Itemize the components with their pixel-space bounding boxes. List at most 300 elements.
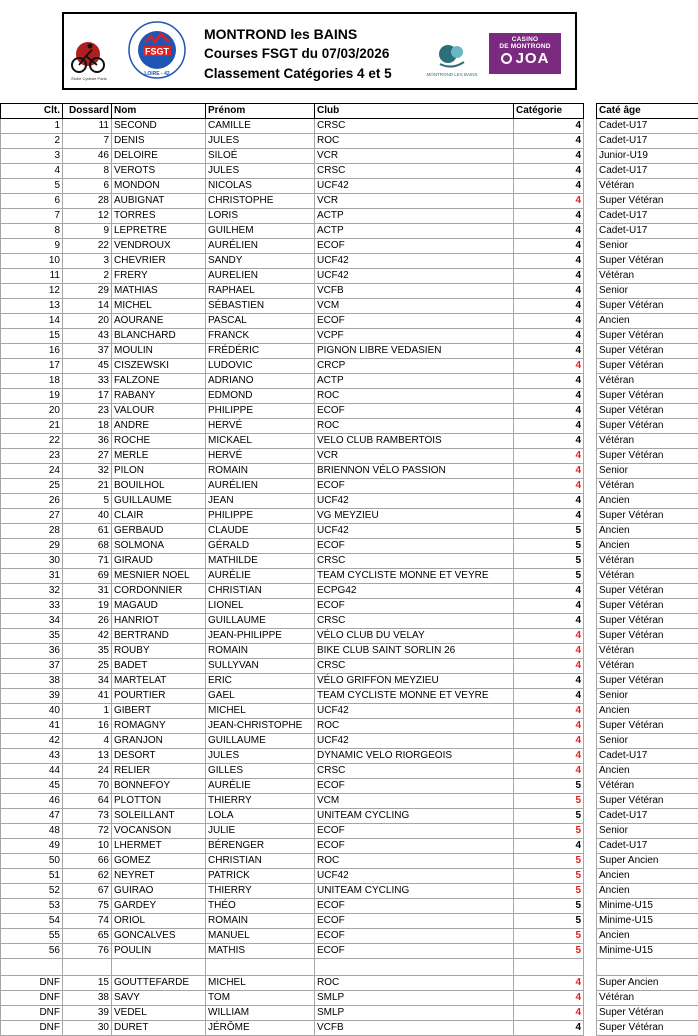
cell-category: 4 bbox=[514, 254, 584, 269]
cell-bib: 70 bbox=[63, 779, 112, 794]
cell-category: 4 bbox=[514, 449, 584, 464]
cell-bib: 4 bbox=[63, 734, 112, 749]
table-row bbox=[1, 914, 698, 929]
cell-category: 4 bbox=[514, 494, 584, 509]
cell-spacer bbox=[584, 899, 597, 914]
cell-rank: 2 bbox=[1, 134, 63, 149]
cell-last-name: NEYRET bbox=[112, 869, 206, 884]
cell-category: 4 bbox=[514, 134, 584, 149]
cell-rank: 54 bbox=[1, 914, 63, 929]
table-row bbox=[1, 659, 698, 674]
cell-bib: 67 bbox=[63, 884, 112, 899]
cell-last-name: HANRIOT bbox=[112, 614, 206, 629]
cell-age-category: Super Ancien bbox=[597, 976, 698, 991]
cell-first-name: PHILIPPE bbox=[206, 404, 315, 419]
cell-rank: 20 bbox=[1, 404, 63, 419]
cell-category: 5 bbox=[514, 554, 584, 569]
cell-bib: 17 bbox=[63, 389, 112, 404]
cell-last-name: FALZONE bbox=[112, 374, 206, 389]
cell-club: ROC bbox=[315, 976, 514, 991]
cell-bib: 14 bbox=[63, 299, 112, 314]
cell-club: UNITEAM CYCLING bbox=[315, 809, 514, 824]
cell-club: CRSC bbox=[315, 554, 514, 569]
table-row bbox=[1, 254, 698, 269]
cell-first-name: JULES bbox=[206, 134, 315, 149]
cell-bib: 62 bbox=[63, 869, 112, 884]
cell-first-name: WILLIAM bbox=[206, 1006, 315, 1021]
cell-first-name: MICHEL bbox=[206, 704, 315, 719]
table-row bbox=[1, 824, 698, 839]
cell-first-name: JEAN-PHILIPPE bbox=[206, 629, 315, 644]
table-row bbox=[1, 809, 698, 824]
cell-club: CRSC bbox=[315, 119, 514, 134]
cell-club: DYNAMIC VELO RIORGEOIS bbox=[315, 749, 514, 764]
cell-club: VCPF bbox=[315, 329, 514, 344]
cell-category: 4 bbox=[514, 674, 584, 689]
cell-last-name: DENIS bbox=[112, 134, 206, 149]
cell-category: 5 bbox=[514, 854, 584, 869]
cell-last-name: MESNIER NOEL bbox=[112, 569, 206, 584]
cell-spacer bbox=[584, 449, 597, 464]
cell-category: 4 bbox=[514, 584, 584, 599]
cell-bib: 13 bbox=[63, 749, 112, 764]
cell-category: 5 bbox=[514, 884, 584, 899]
cell-category: 4 bbox=[514, 991, 584, 1006]
cell-category: 4 bbox=[514, 1006, 584, 1021]
table-row bbox=[1, 194, 698, 209]
cell-category: 5 bbox=[514, 539, 584, 554]
cell-club: UNITEAM CYCLING bbox=[315, 884, 514, 899]
cell-club: ROC bbox=[315, 854, 514, 869]
spacer-cell bbox=[597, 959, 698, 976]
cell-spacer bbox=[584, 239, 597, 254]
cell-age-category: Cadet-U17 bbox=[597, 209, 698, 224]
cell-club: VELO CLUB RAMBERTOIS bbox=[315, 434, 514, 449]
cell-spacer bbox=[584, 944, 597, 959]
cell-rank: 36 bbox=[1, 644, 63, 659]
cell-bib: 10 bbox=[63, 839, 112, 854]
cell-spacer bbox=[584, 794, 597, 809]
cell-bib: 7 bbox=[63, 134, 112, 149]
cell-club: ECOF bbox=[315, 599, 514, 614]
cell-first-name: PATRICK bbox=[206, 869, 315, 884]
cell-age-category: Vétéran bbox=[597, 779, 698, 794]
cycling-club-logo bbox=[68, 38, 108, 76]
cell-bib: 19 bbox=[63, 599, 112, 614]
spacer-cell bbox=[1, 959, 63, 976]
cell-age-category: Cadet-U17 bbox=[597, 134, 698, 149]
cell-age-category: Senior bbox=[597, 464, 698, 479]
table-row bbox=[1, 899, 698, 914]
cell-age-category: Super Vétéran bbox=[597, 629, 698, 644]
cell-category: 5 bbox=[514, 524, 584, 539]
cell-first-name: ROMAIN bbox=[206, 644, 315, 659]
event-title: Courses FSGT du 07/03/2026 bbox=[204, 44, 424, 64]
results-body bbox=[1, 119, 698, 1036]
cell-first-name: THÉO bbox=[206, 899, 315, 914]
cell-spacer bbox=[584, 584, 597, 599]
cell-bib: 2 bbox=[63, 269, 112, 284]
cell-first-name: HERVÉ bbox=[206, 419, 315, 434]
cell-last-name: MICHEL bbox=[112, 299, 206, 314]
cell-club: VG MEYZIEU bbox=[315, 509, 514, 524]
cell-bib: 76 bbox=[63, 944, 112, 959]
cell-category: 4 bbox=[514, 164, 584, 179]
table-row bbox=[1, 614, 698, 629]
table-row bbox=[1, 869, 698, 884]
cell-last-name: GIRAUD bbox=[112, 554, 206, 569]
cell-rank: 53 bbox=[1, 899, 63, 914]
cell-category: 5 bbox=[514, 569, 584, 584]
cell-club: VCM bbox=[315, 794, 514, 809]
table-row bbox=[1, 734, 698, 749]
cell-age-category: Super Vétéran bbox=[597, 584, 698, 599]
cell-last-name: AOURANE bbox=[112, 314, 206, 329]
cell-age-category: Minime-U15 bbox=[597, 899, 698, 914]
cell-age-category: Super Vétéran bbox=[597, 599, 698, 614]
table-row bbox=[1, 374, 698, 389]
cell-bib: 65 bbox=[63, 929, 112, 944]
cell-category: 5 bbox=[514, 944, 584, 959]
cell-last-name: RABANY bbox=[112, 389, 206, 404]
cell-last-name: ROCHE bbox=[112, 434, 206, 449]
cell-last-name: BERTRAND bbox=[112, 629, 206, 644]
cell-rank: 49 bbox=[1, 839, 63, 854]
cell-club: VCM bbox=[315, 299, 514, 314]
cell-category: 4 bbox=[514, 284, 584, 299]
cell-first-name: CAMILLE bbox=[206, 119, 315, 134]
cell-club: CRSC bbox=[315, 614, 514, 629]
table-row bbox=[1, 674, 698, 689]
cell-rank: 3 bbox=[1, 149, 63, 164]
cell-bib: 45 bbox=[63, 359, 112, 374]
cell-club: CRSC bbox=[315, 764, 514, 779]
cell-rank: 39 bbox=[1, 689, 63, 704]
cell-age-category: Ancien bbox=[597, 494, 698, 509]
cell-rank: 9 bbox=[1, 239, 63, 254]
cell-age-category: Minime-U15 bbox=[597, 944, 698, 959]
cell-club: VCR bbox=[315, 194, 514, 209]
header-last-name: Nom bbox=[112, 104, 206, 119]
cell-bib: 23 bbox=[63, 404, 112, 419]
cell-club: ECOF bbox=[315, 944, 514, 959]
cell-bib: 61 bbox=[63, 524, 112, 539]
cell-spacer bbox=[584, 749, 597, 764]
cell-bib: 40 bbox=[63, 509, 112, 524]
cell-age-category: Cadet-U17 bbox=[597, 839, 698, 854]
cell-spacer bbox=[584, 404, 597, 419]
cell-club: UCF42 bbox=[315, 869, 514, 884]
dnf-row bbox=[1, 1006, 698, 1021]
cell-rank: 17 bbox=[1, 359, 63, 374]
table-row bbox=[1, 599, 698, 614]
cell-spacer bbox=[584, 764, 597, 779]
cell-rank: 55 bbox=[1, 929, 63, 944]
cell-last-name: GOUTTEFARDE bbox=[112, 976, 206, 991]
table-row bbox=[1, 719, 698, 734]
cell-last-name: FRERY bbox=[112, 269, 206, 284]
cell-bib: 36 bbox=[63, 434, 112, 449]
cell-rank: 18 bbox=[1, 374, 63, 389]
cell-age-category: Vétéran bbox=[597, 434, 698, 449]
cell-club: CRSC bbox=[315, 164, 514, 179]
cell-spacer bbox=[584, 779, 597, 794]
cell-last-name: VEDEL bbox=[112, 1006, 206, 1021]
cell-first-name: BÉRENGER bbox=[206, 839, 315, 854]
table-row bbox=[1, 284, 698, 299]
cell-rank: 41 bbox=[1, 719, 63, 734]
cell-last-name: SAVY bbox=[112, 991, 206, 1006]
cell-spacer bbox=[584, 464, 597, 479]
cell-last-name: POULIN bbox=[112, 944, 206, 959]
cell-rank: 35 bbox=[1, 629, 63, 644]
header-category: Catégorie bbox=[514, 104, 584, 119]
cell-age-category: Ancien bbox=[597, 314, 698, 329]
cell-rank: DNF bbox=[1, 1006, 63, 1021]
cell-club: ROC bbox=[315, 419, 514, 434]
cell-bib: 25 bbox=[63, 659, 112, 674]
cell-rank: 7 bbox=[1, 209, 63, 224]
cell-category: 4 bbox=[514, 734, 584, 749]
cell-bib: 28 bbox=[63, 194, 112, 209]
table-row bbox=[1, 494, 698, 509]
cell-club: ECOF bbox=[315, 899, 514, 914]
cell-age-category: Super Vétéran bbox=[597, 404, 698, 419]
cell-age-category: Super Vétéran bbox=[597, 299, 698, 314]
fsgt-logo bbox=[127, 20, 187, 80]
cell-first-name: MANUEL bbox=[206, 929, 315, 944]
cell-rank: 24 bbox=[1, 464, 63, 479]
table-row bbox=[1, 944, 698, 959]
table-row bbox=[1, 464, 698, 479]
cell-last-name: GERBAUD bbox=[112, 524, 206, 539]
cell-first-name: EDMOND bbox=[206, 389, 315, 404]
table-row bbox=[1, 704, 698, 719]
cell-bib: 41 bbox=[63, 689, 112, 704]
cell-club: BIKE CLUB SAINT SORLIN 26 bbox=[315, 644, 514, 659]
cell-first-name: MATHILDE bbox=[206, 554, 315, 569]
cell-last-name: ANDRE bbox=[112, 419, 206, 434]
cell-bib: 27 bbox=[63, 449, 112, 464]
cell-bib: 75 bbox=[63, 899, 112, 914]
cell-last-name: VOCANSON bbox=[112, 824, 206, 839]
cell-age-category: Super Vétéran bbox=[597, 794, 698, 809]
cell-club: UCF42 bbox=[315, 269, 514, 284]
cell-category: 4 bbox=[514, 629, 584, 644]
cell-spacer bbox=[584, 149, 597, 164]
cell-category: 4 bbox=[514, 719, 584, 734]
cell-first-name: AURÉLIE bbox=[206, 569, 315, 584]
cell-last-name: ROUBY bbox=[112, 644, 206, 659]
cell-category: 5 bbox=[514, 794, 584, 809]
cell-spacer bbox=[584, 854, 597, 869]
cell-age-category: Vétéran bbox=[597, 374, 698, 389]
cell-rank: 14 bbox=[1, 314, 63, 329]
cell-spacer bbox=[584, 824, 597, 839]
cell-last-name: MATHIAS bbox=[112, 284, 206, 299]
cell-spacer bbox=[584, 929, 597, 944]
table-row bbox=[1, 299, 698, 314]
cell-last-name: SECOND bbox=[112, 119, 206, 134]
cell-first-name: LUDOVIC bbox=[206, 359, 315, 374]
cell-first-name: MATHIS bbox=[206, 944, 315, 959]
cell-rank: 5 bbox=[1, 179, 63, 194]
cell-last-name: PILON bbox=[112, 464, 206, 479]
cell-first-name: TOM bbox=[206, 991, 315, 1006]
cell-last-name: CORDONNIER bbox=[112, 584, 206, 599]
cell-age-category: Ancien bbox=[597, 764, 698, 779]
table-row bbox=[1, 179, 698, 194]
cell-spacer bbox=[584, 269, 597, 284]
cell-age-category: Vétéran bbox=[597, 569, 698, 584]
cell-category: 4 bbox=[514, 299, 584, 314]
cell-first-name: JULES bbox=[206, 749, 315, 764]
svg-text:LOIRE - 42: LOIRE - 42 bbox=[144, 71, 170, 77]
cell-spacer bbox=[584, 644, 597, 659]
cell-first-name: THIERRY bbox=[206, 794, 315, 809]
cell-spacer bbox=[584, 194, 597, 209]
table-row bbox=[1, 779, 698, 794]
cell-age-category: Super Vétéran bbox=[597, 254, 698, 269]
cell-age-category: Super Vétéran bbox=[597, 1006, 698, 1021]
cell-club: UCF42 bbox=[315, 494, 514, 509]
cell-category: 5 bbox=[514, 809, 584, 824]
table-row bbox=[1, 854, 698, 869]
cell-rank: 42 bbox=[1, 734, 63, 749]
casino-logo-brand: JOA bbox=[489, 50, 561, 68]
cell-age-category: Super Vétéran bbox=[597, 419, 698, 434]
cell-bib: 20 bbox=[63, 314, 112, 329]
cell-bib: 24 bbox=[63, 764, 112, 779]
cell-bib: 15 bbox=[63, 976, 112, 991]
cell-club: ECOF bbox=[315, 779, 514, 794]
cell-rank: 29 bbox=[1, 539, 63, 554]
cell-last-name: CISZEWSKI bbox=[112, 359, 206, 374]
cell-rank: 26 bbox=[1, 494, 63, 509]
cell-bib: 29 bbox=[63, 284, 112, 299]
header-bib: Dossard bbox=[63, 104, 112, 119]
cell-rank: 16 bbox=[1, 344, 63, 359]
cell-bib: 3 bbox=[63, 254, 112, 269]
cell-first-name: AURÉLIEN bbox=[206, 479, 315, 494]
cell-club: VCR bbox=[315, 449, 514, 464]
ranking-title: Classement Catégories 4 et 5 bbox=[204, 64, 424, 84]
cell-spacer bbox=[584, 689, 597, 704]
cell-rank: 31 bbox=[1, 569, 63, 584]
casino-mark-icon bbox=[501, 53, 512, 64]
table-row bbox=[1, 344, 698, 359]
cell-category: 4 bbox=[514, 614, 584, 629]
table-row bbox=[1, 149, 698, 164]
cell-age-category: Super Vétéran bbox=[597, 389, 698, 404]
cell-spacer bbox=[584, 914, 597, 929]
cell-club: TEAM CYCLISTE MONNE ET VEYRE bbox=[315, 689, 514, 704]
cell-category: 4 bbox=[514, 689, 584, 704]
table-row bbox=[1, 929, 698, 944]
cell-last-name: LHERMET bbox=[112, 839, 206, 854]
cell-category: 4 bbox=[514, 329, 584, 344]
cell-first-name: FRANCK bbox=[206, 329, 315, 344]
cell-first-name: NICOLAS bbox=[206, 179, 315, 194]
document-header bbox=[62, 12, 577, 90]
cell-age-category: Cadet-U17 bbox=[597, 119, 698, 134]
cell-spacer bbox=[584, 809, 597, 824]
cell-bib: 46 bbox=[63, 149, 112, 164]
title-block bbox=[204, 24, 424, 84]
cell-spacer bbox=[584, 629, 597, 644]
table-row bbox=[1, 644, 698, 659]
cell-category: 4 bbox=[514, 464, 584, 479]
cell-age-category: Vétéran bbox=[597, 179, 698, 194]
cell-last-name: ROMAGNY bbox=[112, 719, 206, 734]
cell-rank: 23 bbox=[1, 449, 63, 464]
dnf-row bbox=[1, 991, 698, 1006]
cell-spacer bbox=[584, 734, 597, 749]
cell-rank: 37 bbox=[1, 659, 63, 674]
cell-bib: 8 bbox=[63, 164, 112, 179]
cell-rank: 47 bbox=[1, 809, 63, 824]
cell-spacer bbox=[584, 389, 597, 404]
table-row bbox=[1, 389, 698, 404]
cell-bib: 21 bbox=[63, 479, 112, 494]
cell-rank: 13 bbox=[1, 299, 63, 314]
cell-rank: 38 bbox=[1, 674, 63, 689]
cell-first-name: JEAN bbox=[206, 494, 315, 509]
cell-last-name: ORIOL bbox=[112, 914, 206, 929]
cell-age-category: Super Vétéran bbox=[597, 449, 698, 464]
cell-club: VCFB bbox=[315, 1021, 514, 1036]
cell-bib: 11 bbox=[63, 119, 112, 134]
cell-bib: 5 bbox=[63, 494, 112, 509]
cell-club: ECOF bbox=[315, 914, 514, 929]
cell-age-category: Senior bbox=[597, 824, 698, 839]
cell-spacer bbox=[584, 659, 597, 674]
cell-age-category: Vétéran bbox=[597, 659, 698, 674]
cell-club: ACTP bbox=[315, 224, 514, 239]
cell-rank: 11 bbox=[1, 269, 63, 284]
cell-category: 4 bbox=[514, 704, 584, 719]
cell-age-category: Vétéran bbox=[597, 644, 698, 659]
cell-last-name: GARDEY bbox=[112, 899, 206, 914]
cell-spacer bbox=[584, 224, 597, 239]
cell-club: ROC bbox=[315, 389, 514, 404]
cell-age-category: Super Vétéran bbox=[597, 674, 698, 689]
cell-spacer bbox=[584, 329, 597, 344]
cell-bib: 39 bbox=[63, 1006, 112, 1021]
cell-rank: 43 bbox=[1, 749, 63, 764]
cell-last-name: MERLE bbox=[112, 449, 206, 464]
cell-rank: 52 bbox=[1, 884, 63, 899]
cell-club: UCF42 bbox=[315, 734, 514, 749]
cell-club: ECPG42 bbox=[315, 584, 514, 599]
cell-rank: 19 bbox=[1, 389, 63, 404]
cell-category: 4 bbox=[514, 179, 584, 194]
cell-last-name: VEROTS bbox=[112, 164, 206, 179]
table-row bbox=[1, 749, 698, 764]
cell-bib: 64 bbox=[63, 794, 112, 809]
cell-bib: 38 bbox=[63, 991, 112, 1006]
table-row bbox=[1, 209, 698, 224]
cell-last-name: MOULIN bbox=[112, 344, 206, 359]
cell-spacer bbox=[584, 134, 597, 149]
cell-bib: 1 bbox=[63, 704, 112, 719]
cell-spacer bbox=[584, 419, 597, 434]
cell-category: 4 bbox=[514, 764, 584, 779]
cell-last-name: GRANJON bbox=[112, 734, 206, 749]
cell-last-name: PLOTTON bbox=[112, 794, 206, 809]
cell-spacer bbox=[584, 976, 597, 991]
cell-last-name: VENDROUX bbox=[112, 239, 206, 254]
